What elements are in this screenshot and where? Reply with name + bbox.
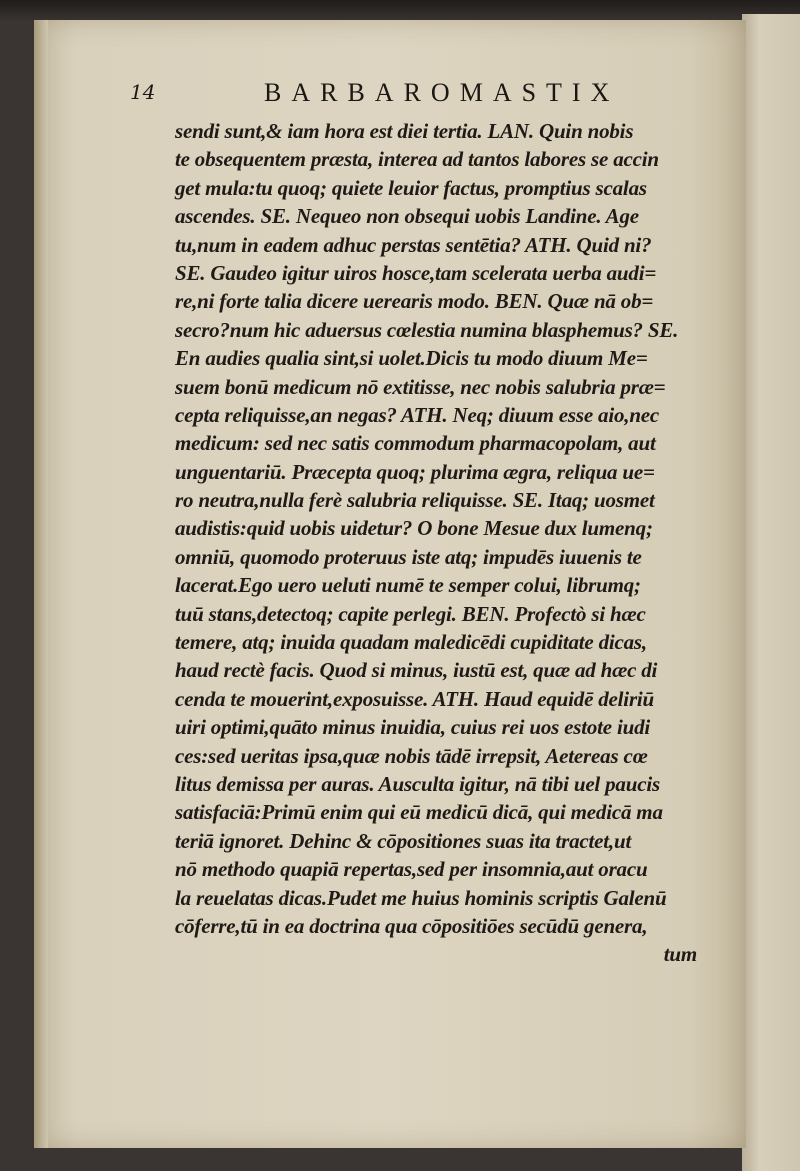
- text-line: cepta reliquisse,an negas? ATH. Neq; diuum esse aio,nec: [175, 402, 660, 427]
- text-line: get mula:tu quoq; quiete leuior factus, promptius scalas: [175, 175, 647, 200]
- text-line: medicum: sed nec satis commodum pharmacopolam, aut: [175, 431, 656, 456]
- text-line: haud rectè facis. Quod si minus, iustū est, quæ ad hæc di: [175, 658, 658, 683]
- scan-top-border: [0, 0, 800, 22]
- text-line: te obsequentem præsta, interea ad tantos labores se accin: [175, 147, 659, 172]
- text-line: ces:sed ueritas ipsa,quæ nobis tādē irrepsit, Aetereas cœ: [175, 743, 648, 768]
- text-line: omniū, quomodo proteruus iste atq; impudēs iuuenis te: [175, 544, 642, 569]
- text-line: ro neutra,nulla ferè salubria reliquisse. SE. Itaq; uosmet: [175, 488, 655, 513]
- text-line: cōferre,tū in ea doctrina qua cōpositiōes secūdū genera,: [175, 913, 648, 938]
- text-line: la reuelatas dicas.Pudet me huius hominis scriptis Galenū: [175, 885, 667, 910]
- text-line: tuū stans,detectoq; capite perlegi. BEN. Profectò si hæc: [175, 601, 646, 626]
- text-line: re,ni forte talia dicere uerearis modo. BEN. Quæ nā ob=: [175, 289, 654, 314]
- text-line: secro?num hic aduersus cœlestia numina blasphemus? SE.: [175, 317, 679, 342]
- text-line: satisfaciā:Primū enim qui eū medicū dicā, qui medicā ma: [175, 800, 663, 825]
- text-line: cenda te mouerint,exposuisse. ATH. Haud equidē deliriū: [175, 686, 655, 711]
- text-line: lacerat.Ego uero ueluti numē te semper colui, librumq;: [175, 573, 641, 598]
- text-line: tu,num in eadem adhuc perstas sentētia? ATH. Quid ni?: [175, 232, 652, 257]
- body-text: [175, 117, 725, 969]
- text-line: suem bonū medicum nō extitisse, nec nobis salubria præ=: [175, 374, 666, 399]
- page-number: 14: [130, 80, 156, 104]
- text-line: litus demissa per auras. Ausculta igitur, nā tibi uel paucis: [175, 771, 660, 796]
- text-line: uiri optimi,quāto minus inuidia, cuius rei uos estote iudi: [175, 715, 651, 740]
- text-line: SE. Gaudeo igitur uiros hosce,tam scelerata uerba audi=: [175, 260, 657, 285]
- running-head: [130, 68, 730, 108]
- text-line: ascendes. SE. Nequeo non obsequi uobis Landine. Age: [175, 204, 639, 229]
- text-line: nō methodo quapiā repertas,sed per insomnia,aut oracu: [175, 857, 648, 882]
- text-line: audistis:quid uobis uidetur? O bone Mesue dux lumenq;: [175, 516, 653, 541]
- text-line: En audies qualia sint,si uolet.Dicis tu modo diuum Me=: [175, 346, 648, 371]
- page-gutter-shadow: [34, 20, 48, 1148]
- text-line: sendi sunt,& iam hora est diei tertia. LAN. Quin nobis: [175, 119, 634, 143]
- text-line: unguentariū. Præcepta quoq; plurima ægra, reliqua ue=: [175, 459, 655, 484]
- catchword: tum: [663, 942, 697, 967]
- running-title: BARBAROMASTIX: [264, 78, 620, 107]
- text-line: teriā ignoret. Dehinc & cōpositiones suas ita tractet,ut: [175, 828, 632, 853]
- text-line: temere, atq; inuida quadam maledicēdi cupiditate dicas,: [175, 630, 647, 655]
- facing-page-edge: [742, 14, 800, 1171]
